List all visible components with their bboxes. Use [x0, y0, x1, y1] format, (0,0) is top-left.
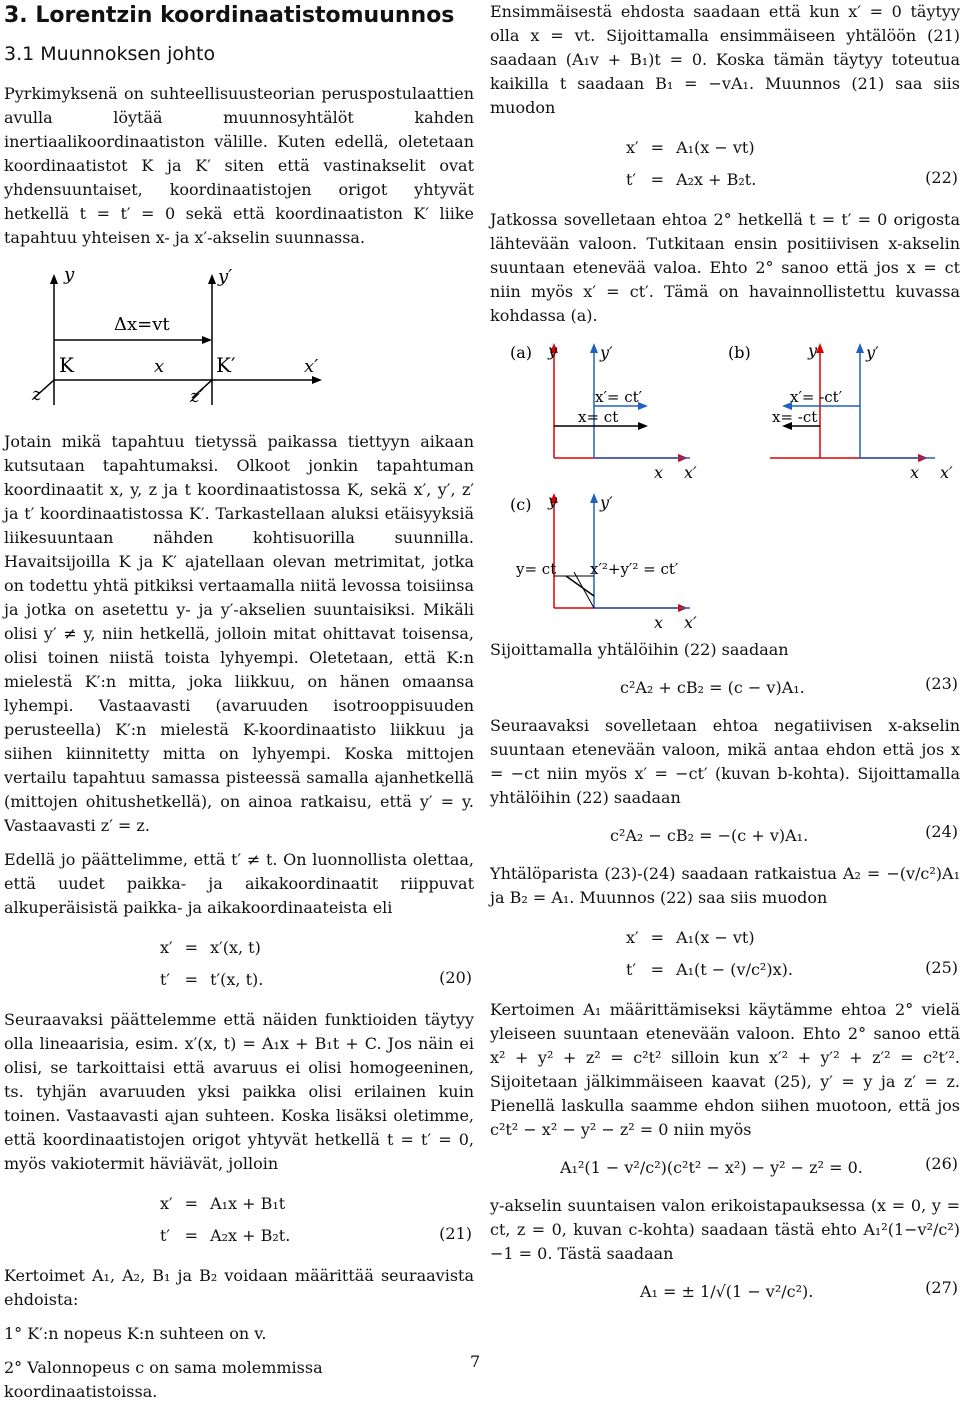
fig-b-label: (b) — [728, 343, 751, 362]
svg-text:x′= ct′: x′= ct′ — [595, 388, 643, 406]
paragraph-intro: Pyrkimyksenä on suhteellisuusteorian peruspostulaattien avulla löytää muunnosyhtälöt kahden inertiaalikoordinaatiston välille. Kuten edellä, oletetaan koordinaatistot K ja K′ siten että vastinakselit ovat yhdensuuntaiset, koordinaatistojen origot yhtyvät hetkellä t = t′ = 0 sekä että koordinaatiston K′ liike tapahtuu yhteisen x- ja x′-akselin suunnassa. — [4, 84, 474, 247]
page-number: 7 — [470, 1352, 481, 1371]
paragraph-coefficient-A1: Kertoimen A₁ määrittämiseksi käytämme ehtoa 2° vielä yleiseen suuntaan etenevään valoon. Ehto 2° sanoo että x² + y² + z² = c²t² silloin kun x′² + y′² + z′² = c²t′². Sijoitetaan jälkimmäiseen kaavat (25), y′ = y ja z′ = z. Pienellä laskulla saamme ehdon siihen muotoon, että jos c²t² − x² − y² − z² = 0 niin myös — [490, 1000, 960, 1139]
equation-20: x′ = x′(x, t) t′ = t′(x, t). (20) — [160, 938, 472, 989]
paragraph-special-case: y-akselin suuntaisen valon erikoistapauksessa (x = 0, y = ct, z = 0, kuvan c-kohta) saadaan tästä ehto A₁²(1−v²/c²)−1 = 0. Tästä saadaan — [490, 1196, 960, 1263]
paragraph-substitute: Sijoittamalla yhtälöihin (22) saadaan — [490, 640, 789, 659]
equation-26: A₁²(1 − v²/c²)(c²t² − x²) − y² − z² = 0. (26) — [560, 1154, 958, 1177]
svg-text:y: y — [808, 341, 818, 360]
subsection-title: 3.1 Muunnoksen johto — [4, 43, 216, 65]
equation-number: (20) — [439, 968, 472, 987]
equation-23: c²A₂ + cB₂ = (c − v)A₁. (23) — [620, 674, 958, 697]
equation-number: (27) — [925, 1278, 958, 1297]
paragraph-condition-1: Ensimmäisestä ehdosta saadaan että kun x′ = 0 täytyy olla x = vt. Sijoittamalla ensimmäiseen yhtälöön (21) saadaan (A₁v + B₁)t = 0. Koska tämän täytyy toteutua kaikilla t saadaan B₁ = −vA₁. Muunnos (21) saa siis muodon — [490, 2, 960, 117]
axis-z-label: z — [32, 384, 42, 405]
condition-2: 2° Valonnopeus c on sama molemmissa koordinaatistoissa. — [4, 1358, 323, 1401]
svg-text:x′: x′ — [684, 613, 697, 628]
left-column — [4, 0, 474, 1414]
paragraph-light: Jatkossa sovelletaan ehtoa 2° hetkellä t = t′ = 0 origosta lähtevään valoon. Tutkitaan ensin positiivisen x-akselin suuntaan etenevää valoa. Ehto 2° sanoo että jos x = ct niin myös x′ = ct′. Tämä on havainnollistettu kuvassa kohdassa (a). — [490, 210, 960, 325]
right-column — [490, 0, 960, 1318]
equation-number: (24) — [925, 822, 958, 841]
figure-light-rays — [490, 338, 960, 628]
svg-text:x′: x′ — [940, 463, 953, 482]
svg-text:x= -ct: x= -ct — [772, 408, 818, 426]
fig-c-label: (c) — [510, 495, 532, 514]
equation-22: x′ = A₁(x − vt) t′ = A₂x + B₂t. (22) — [626, 138, 958, 189]
axis-y-prime-label: y′ — [218, 266, 233, 287]
equation-number: (22) — [925, 168, 958, 187]
equation-number: (25) — [925, 958, 958, 977]
axis-x-prime-label: x′ — [304, 356, 319, 377]
equation-number: (21) — [439, 1224, 472, 1243]
equation-number: (23) — [925, 674, 958, 693]
equation-25: x′ = A₁(x − vt) t′ = A₁(t − (v/c²)x). (25) — [626, 928, 958, 979]
svg-text:x= ct: x= ct — [578, 408, 619, 426]
fig-a-label: (a) — [510, 343, 533, 362]
svg-text:y= ct: y= ct — [516, 560, 557, 578]
frame-K-prime-label: K′ — [216, 353, 236, 377]
paragraph-negative: Seuraavaksi sovelletaan ehtoa negatiivisen x-akselin suuntaan etenevään valoon, mikä antaa ehdon että jos x = −ct niin myös x′ = −ct′ (kuvan b-kohta). Sijoittamalla yhtälöihin (22) saadaan — [490, 716, 960, 807]
paragraph-coefficients: Kertoimet A₁, A₂, B₁ ja B₂ voidaan määrittää seuraavista ehdoista: — [4, 1266, 474, 1309]
paragraph-events: Jotain mikä tapahtuu tietyssä paikassa tiettyyn aikaan kutsutaan tapahtumaksi. Olkoot jonkin tapahtuman koordinaatit x, y, z ja t koordinaatistossa K, sekä x′, y′, z′ ja t′ koordinaatistossa K′. Tarkastellaan aluksi etäisyyksiä liikesuuntaan nähden kohtisuorilla suunnilla. Havaitsijoilla K ja K′ ajatellaan olevan metrimitat, jotka on todettu yhtä pitkiksi vertaamalla niitä levossa toisiinsa ja jotka on asetettu y- ja y′-akselien suuntaisiksi. Mikäli olisi y′ ≠ y, niin hetkellä, jolloin mitat ohittavat toisensa, olisi toinen niistä toista lyhyempi. Oletetaan, että K:n mielestä K′:n mitta, joka liikkuu, on hänen omaansa lyhempi. Vastaavasti (avaruuden isotrooppisuuden perusteella) K′:n mielestä K-koordinaatisto liikkuu ja siihen kiinnitetty mitta on lyhyempi. Koska mittojen vertailu tapahtuu samassa pisteessä samalla ajanhetkellä (mittojen ohitushetkellä), on ainoa ratkaisu, että y′ = y. Vastaavasti z′ = z. — [4, 432, 474, 835]
svg-text:y′: y′ — [600, 343, 613, 362]
paragraph-solution: Yhtälöparista (23)-(24) saadaan ratkaistua A₂ = −(v/c²)A₁ ja B₂ = A₁. Muunnos (22) saa siis muodon — [490, 864, 960, 907]
equation-27: A₁ = ± 1/√(1 − v²/c²). (27) — [640, 1278, 958, 1301]
figure-frames — [4, 260, 334, 420]
svg-text:x: x — [654, 463, 664, 482]
section-title: 3. Lorentzin koordinaatistomuunnos — [4, 3, 455, 28]
svg-text:x′²+y′² = ct′: x′²+y′² = ct′ — [590, 560, 679, 578]
svg-text:x′= -ct′: x′= -ct′ — [790, 388, 843, 406]
axis-y-label: y — [64, 264, 75, 285]
svg-text:y: y — [548, 341, 558, 360]
paragraph-time: Edellä jo päättelimme, että t′ ≠ t. On luonnollista olettaa, että uudet paikka- ja aikakoordinaatit riippuvat alkuperäisistä paikka- ja aikakoordinaateista eli — [4, 850, 474, 917]
svg-text:x: x — [910, 463, 920, 482]
axis-z-prime-label: z′ — [190, 386, 204, 407]
frame-K-label: K — [59, 353, 74, 377]
svg-text:x: x — [654, 613, 664, 628]
svg-text:y: y — [548, 491, 558, 510]
axis-x-label: x — [154, 356, 165, 377]
svg-text:y′: y′ — [600, 493, 613, 512]
condition-1: 1° K′:n nopeus K:n suhteen on v. — [4, 1324, 267, 1343]
svg-text:x′: x′ — [684, 463, 697, 482]
equation-24: c²A₂ − cB₂ = −(c + v)A₁. (24) — [610, 822, 958, 845]
equation-21: x′ = A₁x + B₁t t′ = A₂x + B₂t. (21) — [160, 1194, 472, 1245]
svg-text:y′: y′ — [866, 343, 879, 362]
delta-label: Δx=vt — [114, 314, 170, 335]
equation-number: (26) — [925, 1154, 958, 1173]
paragraph-linear: Seuraavaksi päättelemme että näiden funktioiden täytyy olla lineaarisia, esim. x′(x, t) = A₁x + B₁t + C. Jos näin ei olisi, se tarkoittaisi että avaruus ei olisi homogeeninen, ts. tyhjän avaruuden yksi paikka olisi erilainen kuin toinen. Vastaavasti ajan suhteen. Koska lisäksi oletimme, että koordinaatistojen origot yhtyvät hetkellä t = t′ = 0, myös vakiotermit häviävät, jolloin — [4, 1010, 474, 1173]
